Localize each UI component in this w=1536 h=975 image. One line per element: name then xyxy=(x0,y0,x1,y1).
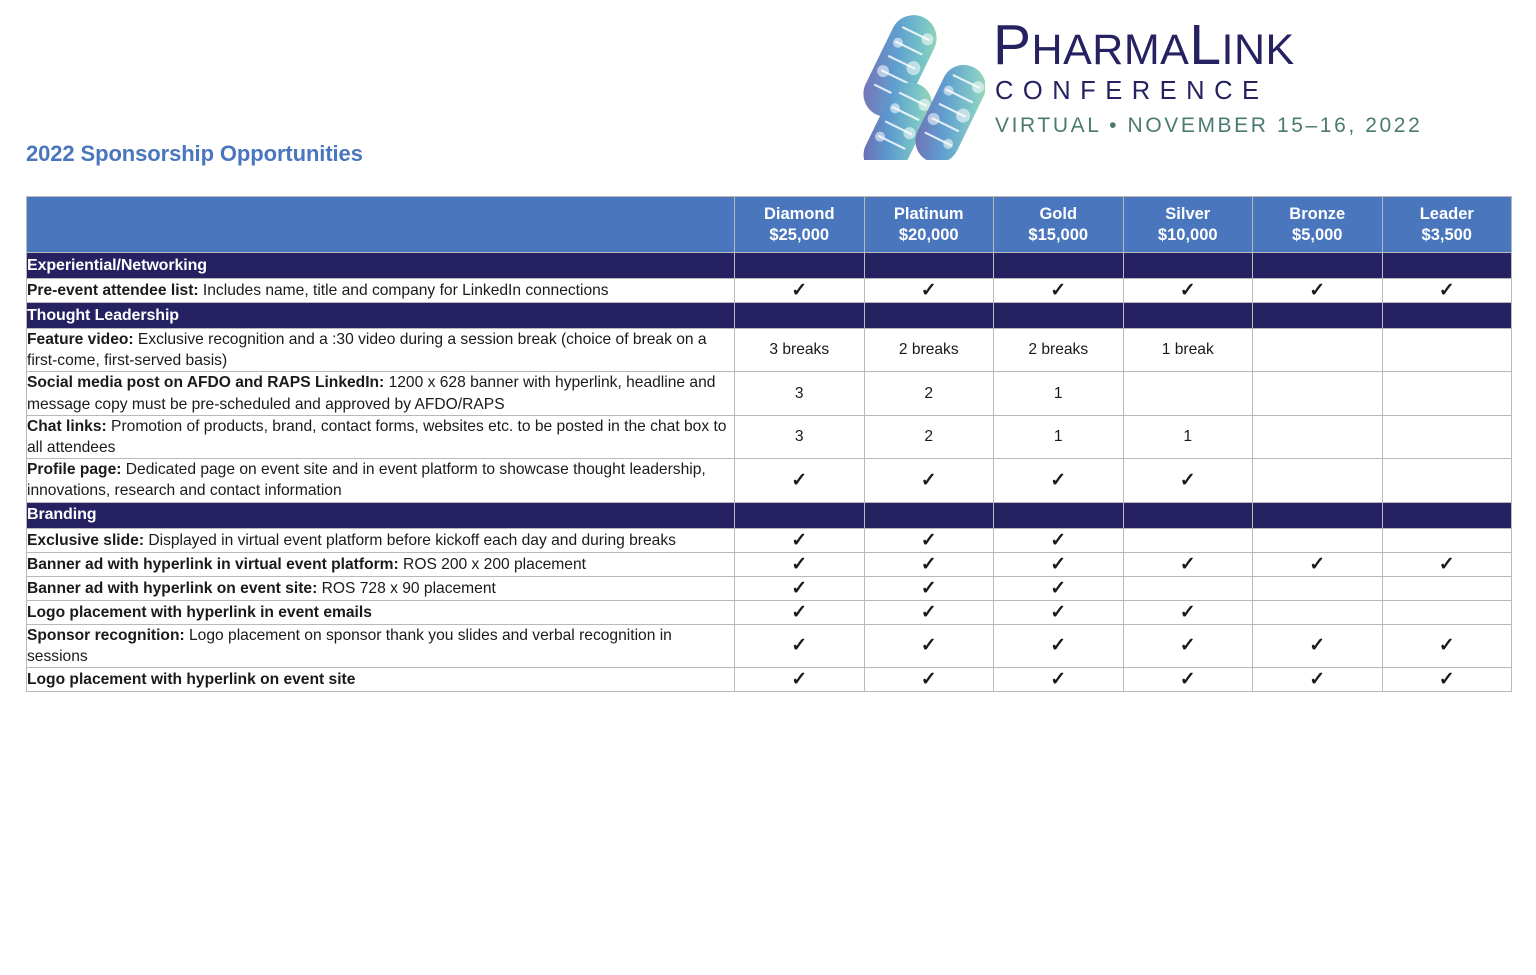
check-mark-cell: ✓ xyxy=(735,528,865,552)
feature-description-cell xyxy=(27,415,735,458)
section-spacer-cell xyxy=(735,502,865,528)
wordmark-harma: HARMA xyxy=(1031,26,1190,74)
empty-cell xyxy=(1382,415,1512,458)
feature-title: Profile page: xyxy=(27,461,122,479)
wordmark-l: L xyxy=(1189,13,1222,77)
table-row xyxy=(27,415,1512,458)
check-mark-cell: ✓ xyxy=(1382,279,1512,303)
check-mark-cell: ✓ xyxy=(994,552,1124,576)
section-spacer-cell xyxy=(1123,253,1253,279)
table-row xyxy=(27,329,1512,372)
feature-description-cell xyxy=(27,668,735,692)
table-row xyxy=(27,624,1512,667)
check-mark-cell: ✓ xyxy=(1253,552,1383,576)
value-cell: 1 xyxy=(994,372,1124,415)
empty-cell xyxy=(1382,600,1512,624)
logo-wordmark-primary xyxy=(993,13,1500,77)
check-mark-cell: ✓ xyxy=(994,600,1124,624)
table-row xyxy=(27,459,1512,502)
header-tier-silver xyxy=(1123,197,1253,253)
table-row xyxy=(27,552,1512,576)
section-label: Branding xyxy=(27,502,735,528)
check-mark-cell: ✓ xyxy=(864,600,994,624)
check-mark-cell: ✓ xyxy=(735,668,865,692)
feature-detail: Displayed in virtual event platform before kickoff each day and during breaks xyxy=(144,531,676,549)
tier-name: Silver xyxy=(1165,205,1211,224)
feature-detail: Dedicated page on event site and in event platform to showcase thought leadership, innovations, research and contact information xyxy=(27,461,706,500)
table-section-header-row xyxy=(27,303,1512,329)
table-head xyxy=(27,197,1512,253)
section-spacer-cell xyxy=(1382,502,1512,528)
feature-title: Logo placement with hyperlink in event emails xyxy=(27,603,372,621)
section-label: Thought Leadership xyxy=(27,303,735,329)
section-spacer-cell xyxy=(1253,502,1383,528)
empty-cell xyxy=(1253,372,1383,415)
section-spacer-cell xyxy=(735,303,865,329)
section-spacer-cell xyxy=(864,502,994,528)
check-mark-cell: ✓ xyxy=(1123,459,1253,502)
table-row xyxy=(27,668,1512,692)
feature-title: Chat links: xyxy=(27,417,107,435)
feature-title: Social media post on AFDO and RAPS LinkedIn: xyxy=(27,374,385,392)
check-mark-cell: ✓ xyxy=(1123,600,1253,624)
section-spacer-cell xyxy=(1382,303,1512,329)
tier-name: Platinum xyxy=(893,205,964,224)
logo-wordmark-conference: CONFERENCE xyxy=(995,76,1269,105)
feature-detail: Includes name, title and company for LinkedIn connections xyxy=(198,281,609,299)
value-cell: 2 xyxy=(864,415,994,458)
check-mark-cell: ✓ xyxy=(735,624,865,667)
sponsorship-comparison-table xyxy=(26,196,1512,692)
feature-description-cell xyxy=(27,624,735,667)
check-mark-cell: ✓ xyxy=(994,624,1124,667)
tier-price: $5,000 xyxy=(1292,225,1343,244)
tier-name: Gold xyxy=(1039,205,1078,224)
check-mark-cell: ✓ xyxy=(1123,624,1253,667)
value-cell: 2 breaks xyxy=(994,329,1124,372)
table-header-row xyxy=(27,197,1512,253)
section-spacer-cell xyxy=(735,253,865,279)
check-mark-cell: ✓ xyxy=(1382,624,1512,667)
empty-cell xyxy=(1253,415,1383,458)
check-mark-cell: ✓ xyxy=(994,279,1124,303)
feature-title: Pre-event attendee list: xyxy=(27,281,199,299)
feature-title: Exclusive slide: xyxy=(27,531,145,549)
value-cell: 1 break xyxy=(1123,329,1253,372)
empty-cell xyxy=(1253,576,1383,600)
header-feature-column xyxy=(27,197,735,253)
header-tier-bronze xyxy=(1253,197,1383,253)
value-cell: 2 breaks xyxy=(864,329,994,372)
header-tier-diamond xyxy=(735,197,865,253)
section-spacer-cell xyxy=(864,253,994,279)
check-mark-cell: ✓ xyxy=(1123,668,1253,692)
table-section-header-row xyxy=(27,253,1512,279)
feature-detail: Exclusive recognition and a :30 video during a session break (choice of break on a first-come, first-served basis) xyxy=(27,331,707,370)
feature-title: Sponsor recognition: xyxy=(27,626,185,644)
feature-title: Logo placement with hyperlink on event site xyxy=(27,670,356,688)
feature-detail: ROS 728 x 90 placement xyxy=(317,579,496,597)
feature-description-cell xyxy=(27,329,735,372)
check-mark-cell: ✓ xyxy=(735,600,865,624)
table-row xyxy=(27,528,1512,552)
header-tier-leader xyxy=(1382,197,1512,253)
value-cell: 2 xyxy=(864,372,994,415)
empty-cell xyxy=(1382,528,1512,552)
check-mark-cell: ✓ xyxy=(864,528,994,552)
feature-detail: 1200 x 628 banner with hyperlink, headline and message copy must be pre-scheduled and approved by AFDO/RAPS xyxy=(27,374,716,413)
section-spacer-cell xyxy=(1253,303,1383,329)
check-mark-cell: ✓ xyxy=(1123,279,1253,303)
feature-detail: ROS 200 x 200 placement xyxy=(398,555,586,573)
check-mark-cell: ✓ xyxy=(864,459,994,502)
value-cell: 1 xyxy=(994,415,1124,458)
wordmark-p: P xyxy=(993,13,1032,77)
value-cell: 1 xyxy=(1123,415,1253,458)
table-row xyxy=(27,600,1512,624)
feature-description-cell xyxy=(27,600,735,624)
empty-cell xyxy=(1382,576,1512,600)
section-spacer-cell xyxy=(1382,253,1512,279)
tier-name: Leader xyxy=(1419,205,1474,224)
check-mark-cell: ✓ xyxy=(735,279,865,303)
tier-price: $10,000 xyxy=(1157,225,1218,244)
logo-wordmark xyxy=(985,8,1500,138)
empty-cell xyxy=(1123,372,1253,415)
check-mark-cell: ✓ xyxy=(994,459,1124,502)
check-mark-cell: ✓ xyxy=(1253,624,1383,667)
empty-cell xyxy=(1253,459,1383,502)
empty-cell xyxy=(1382,329,1512,372)
pharmalink-conference-logo xyxy=(855,8,1500,163)
empty-cell xyxy=(1382,372,1512,415)
value-cell: 3 xyxy=(735,372,865,415)
feature-title: Banner ad with hyperlink on event site: xyxy=(27,579,318,597)
check-mark-cell: ✓ xyxy=(864,668,994,692)
check-mark-cell: ✓ xyxy=(864,552,994,576)
feature-description-cell xyxy=(27,552,735,576)
table-row xyxy=(27,576,1512,600)
tier-price: $15,000 xyxy=(1028,225,1089,244)
tier-price: $20,000 xyxy=(898,225,959,244)
check-mark-cell: ✓ xyxy=(1253,279,1383,303)
value-cell: 3 breaks xyxy=(735,329,865,372)
empty-cell xyxy=(1253,528,1383,552)
tier-price: $25,000 xyxy=(769,225,830,244)
check-mark-cell: ✓ xyxy=(864,624,994,667)
section-spacer-cell xyxy=(994,303,1124,329)
feature-detail: Promotion of products, brand, contact forms, websites etc. to be posted in the chat box to all attendees xyxy=(27,417,727,457)
header-tier-gold xyxy=(994,197,1124,253)
check-mark-cell: ✓ xyxy=(735,552,865,576)
check-mark-cell: ✓ xyxy=(1123,552,1253,576)
feature-description-cell xyxy=(27,279,735,303)
feature-description-cell xyxy=(27,576,735,600)
section-spacer-cell xyxy=(994,253,1124,279)
page-title: 2022 Sponsorship Opportunities xyxy=(26,141,363,166)
empty-cell xyxy=(1123,576,1253,600)
check-mark-cell: ✓ xyxy=(735,576,865,600)
pharmalink-capsules-logo-icon xyxy=(855,8,985,160)
header-tier-platinum xyxy=(864,197,994,253)
section-spacer-cell xyxy=(1123,303,1253,329)
empty-cell xyxy=(1123,528,1253,552)
tier-price: $3,500 xyxy=(1421,225,1472,244)
empty-cell xyxy=(1382,459,1512,502)
check-mark-cell: ✓ xyxy=(994,576,1124,600)
section-spacer-cell xyxy=(994,502,1124,528)
check-mark-cell: ✓ xyxy=(864,279,994,303)
table-body xyxy=(27,253,1512,692)
check-mark-cell: ✓ xyxy=(1382,668,1512,692)
section-spacer-cell xyxy=(1253,253,1383,279)
wordmark-ink: INK xyxy=(1221,26,1295,74)
tier-name: Diamond xyxy=(763,205,835,224)
tier-name: Bronze xyxy=(1289,205,1346,224)
feature-description-cell xyxy=(27,528,735,552)
empty-cell xyxy=(1253,329,1383,372)
logo-wordmark-dates: VIRTUAL • NOVEMBER 15–16, 2022 xyxy=(995,113,1423,137)
section-spacer-cell xyxy=(1123,502,1253,528)
feature-title: Feature video: xyxy=(27,331,134,348)
table-row xyxy=(27,279,1512,303)
value-cell: 3 xyxy=(735,415,865,458)
section-spacer-cell xyxy=(864,303,994,329)
feature-detail: Logo placement on sponsor thank you slides and verbal recognition in sessions xyxy=(27,626,672,665)
table-row xyxy=(27,372,1512,415)
check-mark-cell: ✓ xyxy=(864,576,994,600)
feature-title: Banner ad with hyperlink in virtual event platform: xyxy=(27,555,399,573)
feature-description-cell xyxy=(27,372,735,415)
check-mark-cell: ✓ xyxy=(1253,668,1383,692)
check-mark-cell: ✓ xyxy=(994,528,1124,552)
feature-description-cell xyxy=(27,459,735,502)
table-section-header-row xyxy=(27,502,1512,528)
check-mark-cell: ✓ xyxy=(735,459,865,502)
section-label: Experiential/Networking xyxy=(27,253,735,279)
empty-cell xyxy=(1253,600,1383,624)
check-mark-cell: ✓ xyxy=(994,668,1124,692)
check-mark-cell: ✓ xyxy=(1382,552,1512,576)
